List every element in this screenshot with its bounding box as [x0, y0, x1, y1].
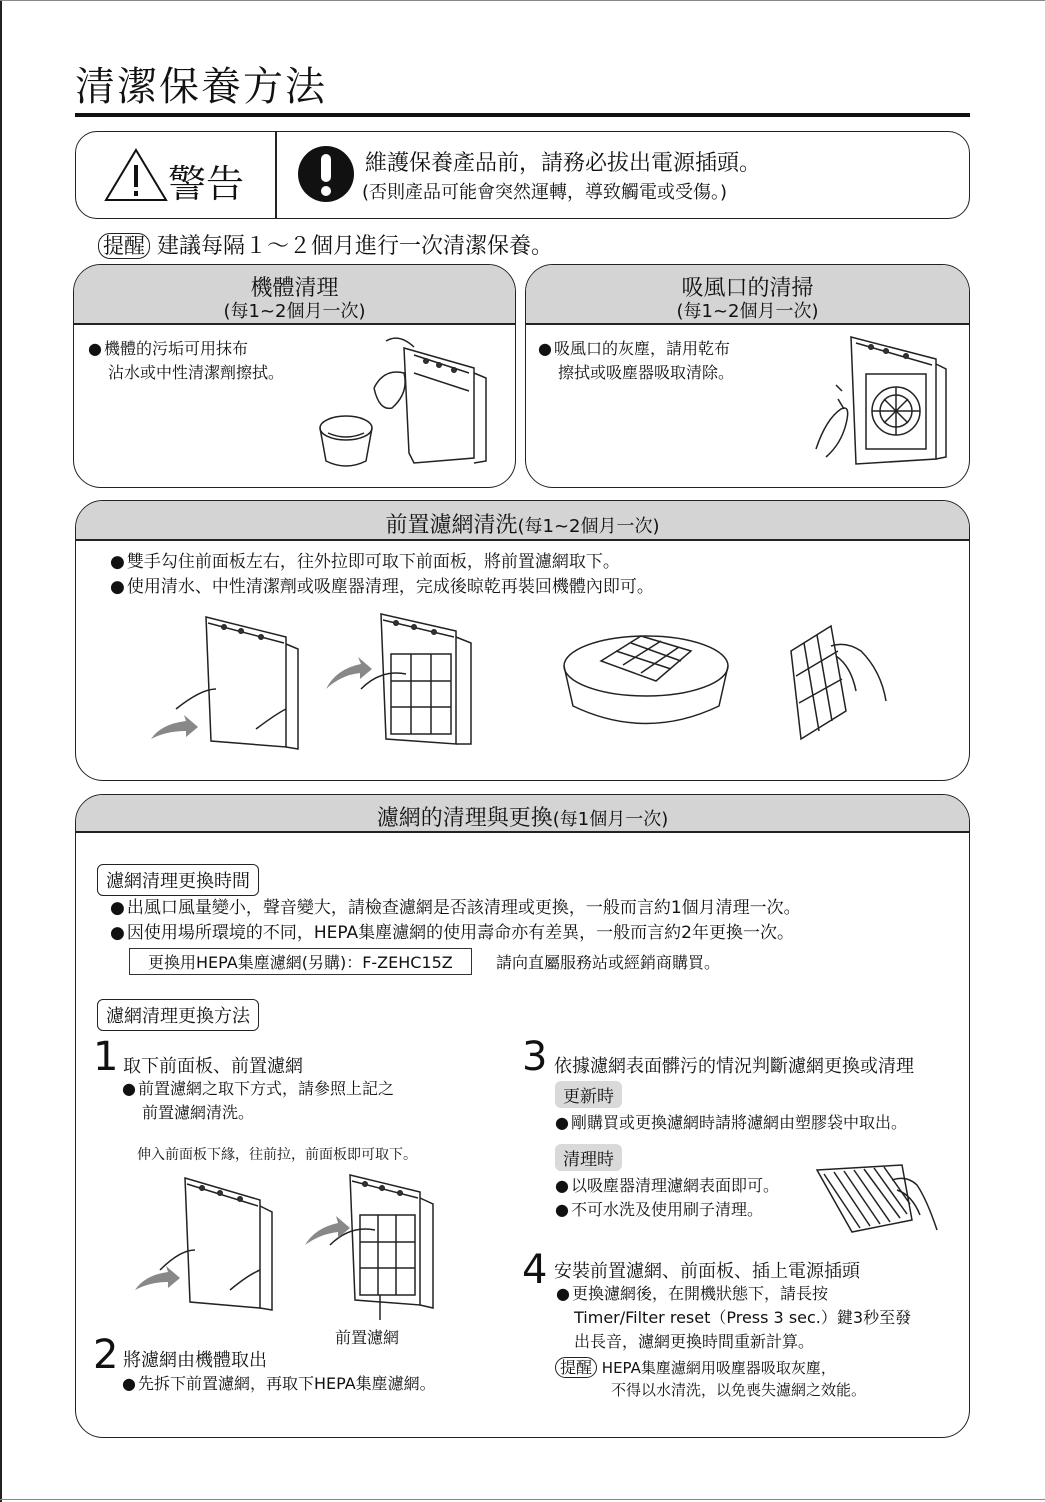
body-clean-panel — [73, 264, 516, 488]
intake-clean-text: ● 吸風口的灰塵，請用乾布 擦拭或吸塵器吸取清除。 — [538, 337, 734, 385]
replacement-note: 請向直屬服務站或經銷商購買。 — [496, 953, 721, 972]
step-3-clean-tag: 清理時 — [555, 1144, 622, 1171]
filter-method-label: 濾網清理更換方法 — [97, 999, 259, 1031]
intake-clean-illustration — [796, 329, 956, 477]
filter-timing-label: 濾網清理更換時間 — [97, 864, 259, 896]
body-clean-subtitle: (每1~2個月一次) — [223, 301, 366, 322]
step-3-number: 3 — [522, 1034, 548, 1080]
step-1-title: 取下前面板、前置濾網 — [123, 1056, 303, 1077]
prefilter-title: 前置濾網清洗 — [385, 513, 518, 538]
page-title: 清潔保養方法 — [75, 64, 327, 110]
body-clean-illustration — [314, 333, 504, 473]
step-4-text: ● 更換濾網後，在開機狀態下，請長按 Timer/Filter reset（Press 3 sec.）鍵3秒至發 出長音，濾網更換時間重新計算。 — [556, 1282, 911, 1354]
page-top-border — [0, 0, 1045, 1]
list-item: ● 出風口風量變小，聲音變大，請檢查濾網是否該清理或更換，一般而言約1個月清理一次。 — [110, 896, 801, 921]
step-3-illustration — [812, 1160, 947, 1240]
prefilter-wash-illustration — [561, 621, 961, 746]
step-4-title: 安裝前置濾網、前面板、插上電源插頭 — [554, 1261, 860, 1282]
warning-label: 警告 — [168, 162, 245, 206]
prefilter-callout: 前置濾網 — [335, 1328, 400, 1347]
step-1-number: 1 — [93, 1034, 119, 1080]
body-clean-title: 機體清理 — [250, 276, 339, 301]
warning-line-1: 維護保養產品前，請務必拔出電源插頭。 — [365, 151, 762, 176]
step-1-illustration — [130, 1170, 450, 1320]
body-clean-text: ● 機體的污垢可用抹布 沾水或中性清潔劑擦拭。 — [88, 337, 284, 385]
page-bottom-border — [0, 1499, 1045, 1500]
step-3-new-item: ● 剛購買或更換濾網時請將濾網由塑膠袋中取出。 — [555, 1111, 907, 1135]
prefilter-list — [110, 550, 654, 600]
step-1-text: ● 前置濾網之取下方式，請參照上記之 前置濾網清洗。 — [122, 1077, 394, 1125]
filter-title: 濾網的清理與更換 — [376, 806, 553, 831]
list-item: ● 使用清水、中性清潔劑或吸塵器清理，完成後晾乾再裝回機體內即可。 — [110, 575, 654, 600]
page-left-border — [0, 0, 2, 1502]
reminder — [98, 229, 553, 260]
list-item: ● 以吸塵器清理濾網表面即可。 — [555, 1174, 779, 1198]
filter-timing-list — [110, 896, 801, 946]
step-2-item: ● 先拆下前置濾網，再取下HEPA集塵濾網。 — [122, 1372, 436, 1396]
list-item: ● 因使用場所環境的不同，HEPA集塵濾網的使用壽命亦有差異，一般而言約2年更換一次。 — [110, 921, 801, 946]
step-3-clean-list — [555, 1174, 779, 1222]
prefilter-remove-illustration — [146, 609, 506, 754]
step-4-reminder: 提醒 HEPA集塵濾網用吸塵器吸取灰塵， 不得以水清洗，以免喪失濾網之效能。 — [555, 1357, 866, 1401]
intake-clean-panel — [525, 264, 970, 488]
filter-freq: (每1個月一次) — [552, 809, 669, 830]
intake-clean-title: 吸風口的清掃 — [681, 276, 814, 301]
step-2-title: 將濾網由機體取出 — [123, 1350, 267, 1371]
warning-line-2: (否則產品可能會突然運轉，導致觸電或受傷。) — [362, 182, 728, 203]
title-rule — [75, 113, 970, 117]
step-2-number: 2 — [93, 1332, 119, 1378]
step-1-caption: 伸入前面板下緣，往前拉，前面板即可取下。 — [137, 1147, 417, 1163]
intake-clean-subtitle: (每1~2個月一次) — [676, 301, 819, 322]
prefilter-freq: (每1~2個月一次) — [517, 516, 660, 537]
exclamation-icon — [296, 144, 356, 204]
reminder-tag: 提醒 — [98, 233, 150, 259]
warning-divider — [275, 131, 277, 219]
reminder-text: 建議每隔１～２個月進行一次清潔保養。 — [157, 234, 554, 259]
list-item: ● 不可水洗及使用刷子清理。 — [555, 1198, 779, 1222]
step-3-title: 依據濾網表面髒污的情況判斷濾網更換或清理 — [554, 1056, 914, 1077]
step-4-number: 4 — [522, 1247, 548, 1293]
prefilter-panel — [75, 500, 970, 781]
reminder-tag: 提醒 — [555, 1357, 597, 1378]
replacement-part: 更換用HEPA集塵濾網(另購)：F-ZEHC15Z — [129, 948, 472, 975]
list-item: ● 雙手勾住前面板左右，往外拉即可取下前面板，將前置濾網取下。 — [110, 550, 654, 575]
step-3-new-tag: 更新時 — [555, 1081, 622, 1108]
warning-triangle-icon — [104, 147, 168, 203]
